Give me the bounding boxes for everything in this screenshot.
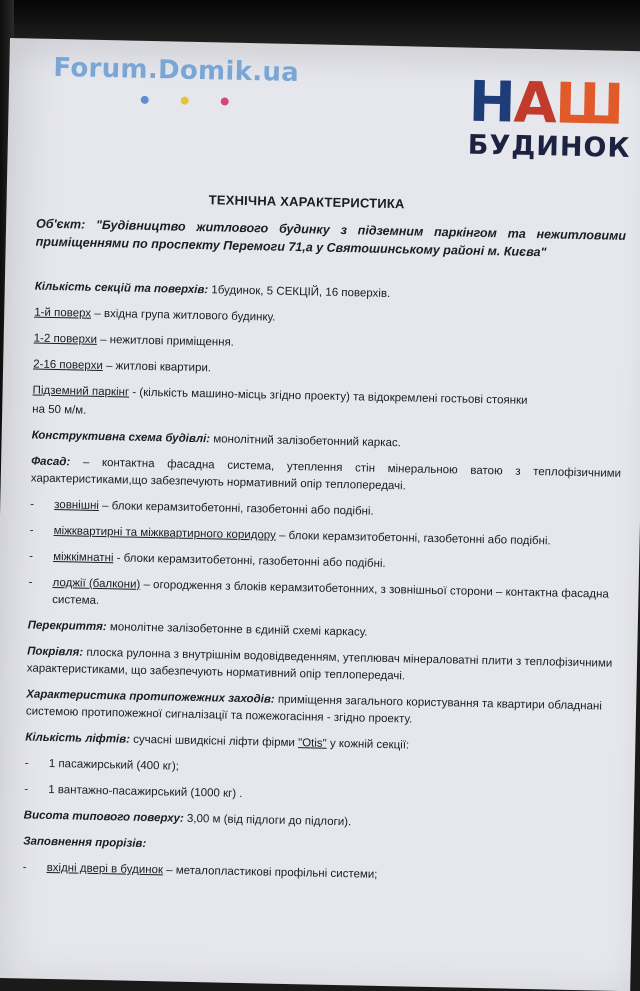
facade-label: Фасад: xyxy=(31,455,71,469)
floor12-text: – нежитлові приміщення. xyxy=(96,333,235,349)
lifts-brand: "Otis" xyxy=(297,737,327,750)
wall3-term: міжкімнатні xyxy=(53,551,114,565)
wall4-text: – огородження з блоків керамзитобетонних, з зовнішньої сторони – контактна фасадна система. xyxy=(52,578,609,607)
lift2-text: 1 вантажно-пасажирський (1000 кг) . xyxy=(48,783,243,801)
lifts-label: Кількість ліфтів: xyxy=(25,731,131,746)
lifts-text-2: у кожній секції: xyxy=(326,737,410,752)
roof-label: Покрівля: xyxy=(27,645,84,659)
roof-text: плоска рулонна з внутрішнім водовідведенням, утеплювач мінераловатні плити з теплофізичними характеристиками, що забезпечують нормативний опір теплопередачі. xyxy=(26,646,613,683)
roof-paragraph xyxy=(27,643,618,689)
wall2-term: міжквартирні та міжквартирного коридору xyxy=(53,525,276,542)
sections-value: 1будинок, 5 СЕКЦІЙ, 16 поверхів. xyxy=(208,284,391,301)
parking-term: Підземний паркінг xyxy=(32,384,130,399)
fire-text: приміщення загального користування та квартири обладнані системою протипожежної сигналізації та пожежогасіння - згідно проекту. xyxy=(25,693,602,726)
openings-paragraph xyxy=(23,833,613,862)
wall-item-interroom xyxy=(29,549,619,578)
slab-paragraph xyxy=(28,618,618,647)
slab-text: монолітне залізобетонне в єдиній схемі каркасу. xyxy=(106,621,368,639)
parking-text: - (кількість машино-місць згідно проекту) та відокремлені гостьові стоянки xyxy=(129,386,528,407)
wall2-text: – блоки керамзитобетонні, газобетонні або подібні. xyxy=(275,529,551,548)
height-paragraph xyxy=(24,807,614,836)
wall4-term: лоджії (балкони) xyxy=(52,577,141,591)
watermark-dots xyxy=(141,91,261,112)
floor216-paragraph xyxy=(33,357,623,386)
floor1-text: – вхідна група житлового будинку. xyxy=(90,307,276,324)
door-item xyxy=(22,859,612,888)
fire-label: Характеристика протипожежних заходів: xyxy=(26,688,275,706)
wall1-text: – блоки керамзитобетонні, газобетонні або подібні. xyxy=(98,499,374,518)
watermark-text: Forum.Domik.ua xyxy=(53,52,300,89)
object-text: "Будівництво житлового будинку з підземним паркінгом та нежитловими приміщеннями по проспекту Перемоги 71,а у Святошинському районі м. Києва" xyxy=(35,217,627,260)
openings-label: Заповнення прорізів: xyxy=(23,835,147,851)
bullet-dash: - xyxy=(22,861,27,874)
object-label: Об'єкт: xyxy=(35,216,86,232)
floor12-paragraph xyxy=(34,331,624,360)
construct-paragraph xyxy=(31,428,621,457)
lift1-text: 1 пасажирський (400 кг); xyxy=(48,757,180,773)
lift-item-passenger xyxy=(25,755,615,784)
bullet-dash: - xyxy=(29,550,34,563)
logo-bottom-text: БУДИНОК xyxy=(467,129,631,165)
door-text: – металопластикові профільні системи; xyxy=(162,864,378,881)
logo-letter-3: Ш xyxy=(554,71,623,138)
floor1-term: 1-й поверх xyxy=(34,306,92,320)
document-body xyxy=(22,279,625,898)
door-term: вхідні двері в будинок xyxy=(46,861,164,877)
watermark-dot-pink xyxy=(221,97,229,105)
bullet-dash: - xyxy=(24,783,29,796)
bullet-dash: - xyxy=(29,524,34,537)
watermark-dot-blue xyxy=(141,96,149,104)
height-label: Висота типового поверху: xyxy=(23,809,184,825)
wall1-term: зовнішні xyxy=(54,499,100,512)
document-title: ТЕХНІЧНА ХАРАКТЕРИСТИКА xyxy=(208,192,405,212)
lifts-text: сучасні швидкісні ліфти фірми xyxy=(129,733,299,750)
construct-text: монолітний залізобетонний каркас. xyxy=(209,433,401,450)
bullet-dash: - xyxy=(28,576,33,589)
object-description xyxy=(36,215,627,263)
wall-item-interapartment xyxy=(30,523,620,552)
fire-paragraph xyxy=(26,686,617,732)
facade-paragraph xyxy=(31,454,622,500)
watermark-dot-yellow xyxy=(181,97,189,105)
construct-label: Конструктивна схема будівлі: xyxy=(31,429,211,446)
bullet-dash: - xyxy=(24,757,29,770)
height-text: 3,00 м (від підлоги до підлоги). xyxy=(183,812,352,829)
lifts-paragraph xyxy=(25,729,615,758)
floor12-term: 1-2 поверхи xyxy=(33,332,98,346)
floor216-term: 2-16 поверхи xyxy=(33,358,103,373)
sections-label: Кількість секцій та поверхів: xyxy=(34,280,209,297)
bullet-dash: - xyxy=(30,498,35,511)
logo-letter-1: Н xyxy=(468,69,515,136)
logo xyxy=(467,69,631,165)
facade-text: – контактна фасадна система, утеплення стін мінеральною ватою з теплофізичними характеристиками,що забезпечують нормативний опір теплопередачі. xyxy=(30,456,622,493)
floor1-paragraph xyxy=(34,305,624,334)
sections-paragraph xyxy=(35,279,625,308)
logo-letter-2: А xyxy=(512,70,556,137)
slab-label: Перекриття: xyxy=(27,619,107,634)
parking-paragraph-2: на 50 м/м. xyxy=(32,403,87,417)
lift-item-cargo xyxy=(24,781,614,810)
wall-item-loggia xyxy=(28,575,619,621)
logo-top-text xyxy=(468,69,629,138)
floor216-text: – житлові квартири. xyxy=(102,360,212,375)
wall3-text: - блоки керамзитобетонні, газобетонні або подібні. xyxy=(113,552,386,570)
wall-item-external xyxy=(30,497,620,526)
document-page xyxy=(0,38,640,991)
